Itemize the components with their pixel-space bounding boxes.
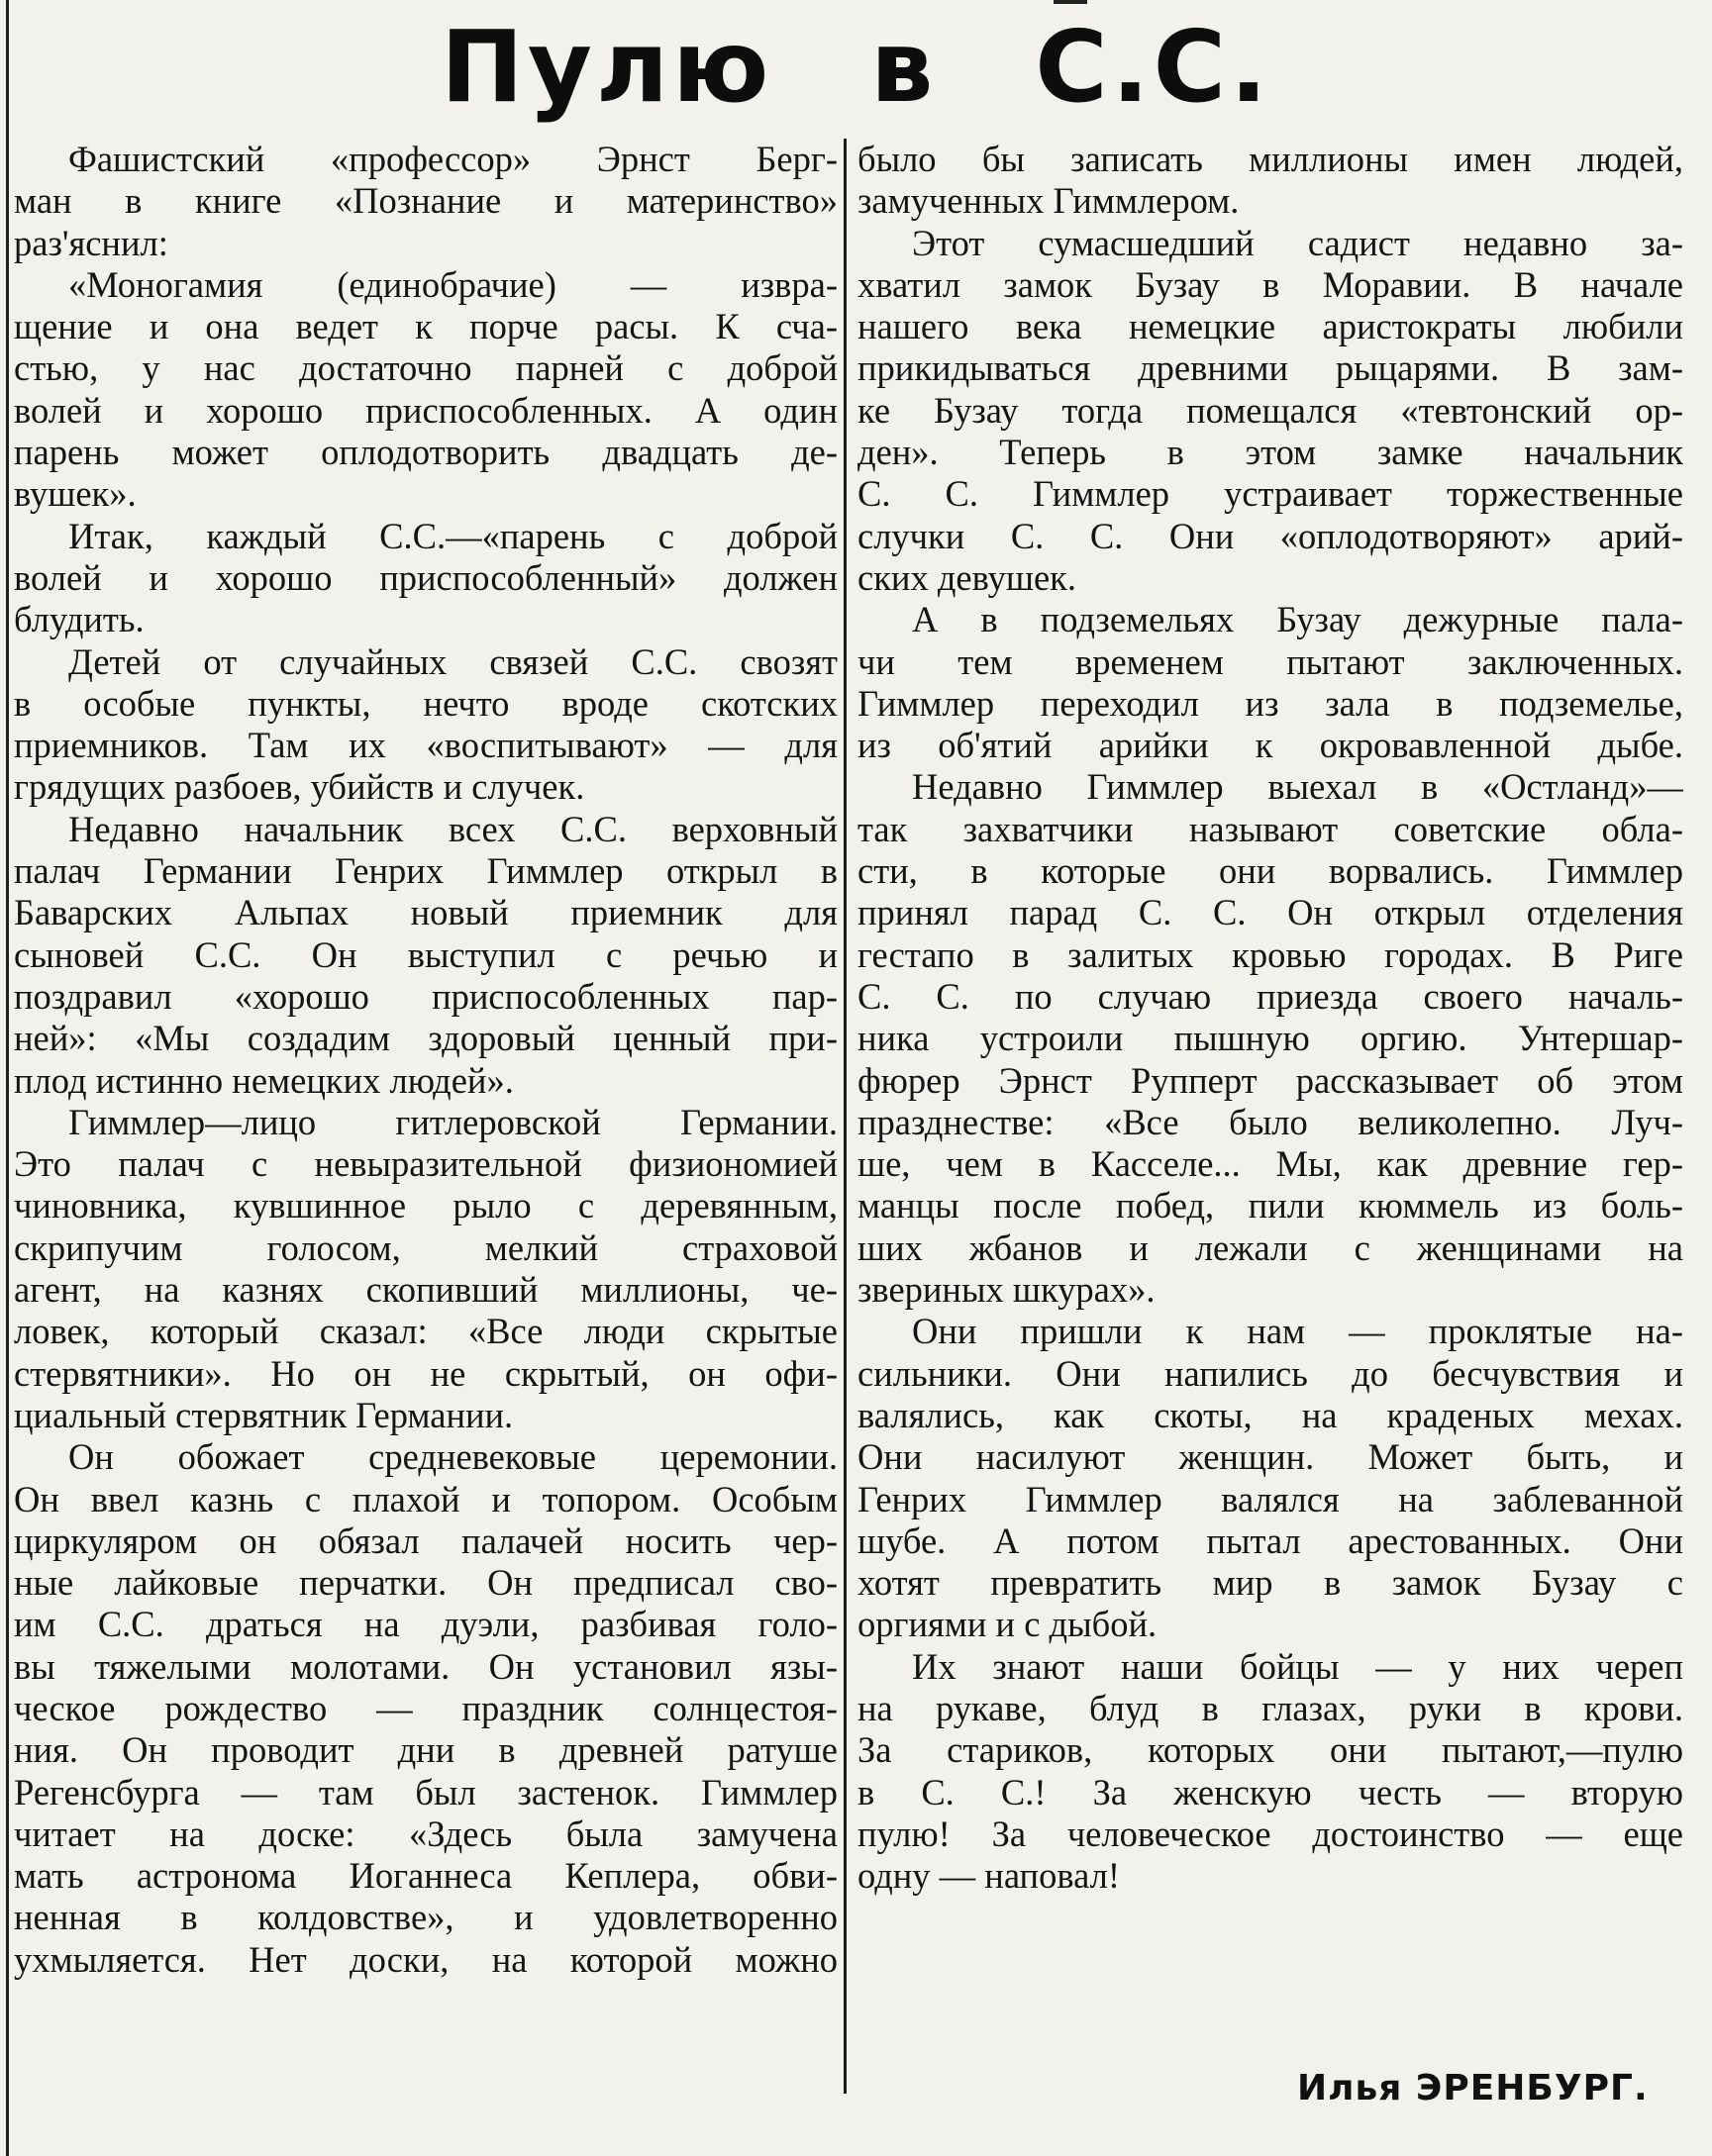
text-line: ке Бузау тогда помещался «тевтонский ор- (857, 389, 1683, 431)
text-line: нашего века немецкие аристократы любили (857, 306, 1683, 347)
text-line: ловек, который сказал: «Все люди скрытые (14, 1311, 838, 1352)
text-line: раз'яснил: (14, 222, 168, 263)
text-line: читает на доске: «Здесь была замучена (14, 1813, 838, 1854)
text-line: замученных Гиммлером. (857, 180, 1240, 222)
text-line: ней»: «Мы создадим здоровый ценный при- (14, 1018, 838, 1059)
text-line: С. С. Гиммлер устраивает торжественные (857, 473, 1683, 515)
text-line: скрипучим голосом, мелкий страховой (14, 1226, 838, 1268)
text-line: циальный стервятник Германии. (14, 1394, 514, 1435)
text-line: стервятники». Но он не скрытый, он офи- (14, 1352, 838, 1394)
text-line: случки С. С. Они «оплодотворяют» арий- (857, 515, 1683, 556)
text-line: Итак, каждый С.С.—«парень с доброй (68, 515, 838, 556)
text-line: из об'ятий арийки к окровавленной дыбе. (857, 725, 1683, 766)
text-line: фюрер Эрнст Рупперт рассказывает об этом (857, 1059, 1683, 1101)
text-line: За стариков, которых они пытают,—пулю (857, 1729, 1683, 1771)
text-line: празднестве: «Все было великолепно. Луч- (857, 1101, 1683, 1142)
text-line: сильники. Они напились до бесчувствия и (857, 1352, 1683, 1394)
text-line: пулю! За человеческое достоинство — еще (857, 1813, 1683, 1854)
text-line: ман в книге «Познание и материнство» (14, 180, 838, 222)
text-line: ден». Теперь в этом замке начальник (857, 432, 1683, 473)
text-line: «Моногамия (единобрачие) — извра- (68, 263, 838, 305)
text-line: принял парад С. С. Он открыл отделения (857, 892, 1683, 933)
author-signature: Илья ЭРЕНБУРГ. (1297, 2068, 1649, 2108)
text-line: плод истинно немецких людей». (14, 1059, 514, 1101)
text-line: шубе. А потом пытал арестованных. Они (857, 1519, 1683, 1561)
text-line: А в подземельях Бузау дежурные пала- (912, 599, 1683, 640)
text-line: на рукаве, блуд в глазах, руки в крови. (857, 1687, 1683, 1728)
text-line: стью, у нас достаточно парней с доброй (14, 347, 838, 389)
right-column (857, 139, 1683, 1897)
text-line: в особые пункты, нечто вроде скотских (14, 682, 838, 724)
text-line: Недавно начальник всех С.С. верховный (68, 808, 838, 849)
text-line: Гиммлер—лицо гитлеровской Германии. (68, 1101, 838, 1142)
page-edge-rule (6, 0, 9, 2156)
text-line: сти, в которые они ворвались. Гиммлер (857, 850, 1683, 892)
text-line: прикидываться древними рыцарями. В зам- (857, 347, 1683, 389)
article-title: Пулю в С.С. (441, 9, 1271, 125)
text-line: было бы записать миллионы имен людей, (857, 139, 1683, 179)
text-line: Баварских Альпах новый приемник для (14, 892, 838, 933)
left-column (14, 139, 838, 1981)
text-line: хотят превратить мир в замок Бузау с (857, 1562, 1683, 1604)
text-line: грядущих разбоев, убийств и случек. (14, 766, 585, 808)
text-line: ные лайковые перчатки. Он предписал сво- (14, 1562, 838, 1604)
text-line: волей и хорошо приспособленных. А один (14, 389, 838, 431)
text-line: чиновника, кувшинное рыло с деревянным, (14, 1185, 838, 1226)
text-line: валялись, как скоты, на краденых мехах. (857, 1394, 1683, 1435)
text-line: оргиями и с дыбой. (857, 1604, 1158, 1645)
text-line: ненная в колдовстве», и удовлетворенно (14, 1897, 838, 1938)
text-line: так захватчики называют советские обла- (857, 808, 1683, 849)
column-divider (844, 139, 847, 2094)
text-line: приемников. Там их «воспитывают» — для (14, 725, 838, 766)
text-line: Они пришли к нам — проклятые на- (912, 1311, 1683, 1352)
text-line: циркуляром он обязал палачей носить чер- (14, 1519, 838, 1561)
text-line: Генрих Гиммлер валялся на заблеванной (857, 1478, 1683, 1519)
text-line: ских девушек. (857, 556, 1077, 598)
text-line: ника устроили пышную оргию. Унтершар- (857, 1018, 1683, 1059)
text-line: палач Германии Генрих Гиммлер открыл в (14, 850, 838, 892)
text-line: Фашистский «профессор» Эрнст Берг- (68, 139, 838, 179)
text-line: в С. С.! За женскую честь — вторую (857, 1771, 1683, 1813)
text-line: волей и хорошо приспособленный» должен (14, 556, 838, 598)
text-line: гестапо в залитых кровью городах. В Риге (857, 933, 1683, 975)
text-line: щение и она ведет к порче расы. К сча- (14, 306, 838, 347)
text-line: манцы после побед, пили кюммель из боль- (857, 1185, 1683, 1226)
text-line: вы тяжелыми молотами. Он установил язы- (14, 1645, 838, 1687)
text-line: поздравил «хорошо приспособленных пар- (14, 975, 838, 1017)
text-line: Регенсбурга — там был застенок. Гиммлер (14, 1771, 838, 1813)
text-line: ческое рождество — праздник солнцестоя- (14, 1687, 838, 1728)
text-line: С. С. по случаю приезда своего началь- (857, 975, 1683, 1017)
text-line: Это палач с невыразительной физиономией (14, 1143, 838, 1185)
text-line: ше, чем в Касселе... Мы, как древние гер- (857, 1143, 1683, 1185)
text-line: хватил замок Бузау в Моравии. В начале (857, 263, 1683, 305)
text-line: парень может оплодотворить двадцать де- (14, 432, 838, 473)
text-line: чи тем временем пытают заключенных. (857, 640, 1683, 682)
text-line: ния. Он проводит дни в древней ратуше (14, 1729, 838, 1771)
title-rule-fragment (1054, 0, 1087, 4)
text-line: мать астронома Иоганнеса Кеплера, обви- (14, 1855, 838, 1897)
text-line: звериных шкурах». (857, 1269, 1156, 1311)
text-line: агент, на казнях скопивший миллионы, че- (14, 1269, 838, 1311)
text-line: Он ввел казнь с плахой и топором. Особым (14, 1478, 838, 1519)
text-line: Они насилуют женщин. Может быть, и (857, 1436, 1683, 1478)
text-line: ших жбанов и лежали с женщинами на (857, 1226, 1683, 1268)
text-line: Гиммлер переходил из зала в подземелье, (857, 682, 1683, 724)
text-line: одну — наповал! (857, 1855, 1120, 1897)
text-line: вушек». (14, 473, 137, 515)
text-line: сыновей С.С. Он выступил с речью и (14, 933, 838, 975)
text-line: Этот сумасшедший садист недавно за- (912, 222, 1683, 263)
text-line: Он обожает средневековые церемонии. (68, 1436, 838, 1478)
text-line: ухмыляется. Нет доски, на которой можно (14, 1938, 838, 1980)
text-line: Их знают наши бойцы — у них череп (912, 1645, 1683, 1687)
text-line: блудить. (14, 599, 145, 640)
text-line: Недавно Гиммлер выехал в «Остланд»— (912, 766, 1683, 808)
text-line: им С.С. драться на дуэли, разбивая голо- (14, 1604, 838, 1645)
text-line: Детей от случайных связей С.С. свозят (68, 640, 838, 682)
